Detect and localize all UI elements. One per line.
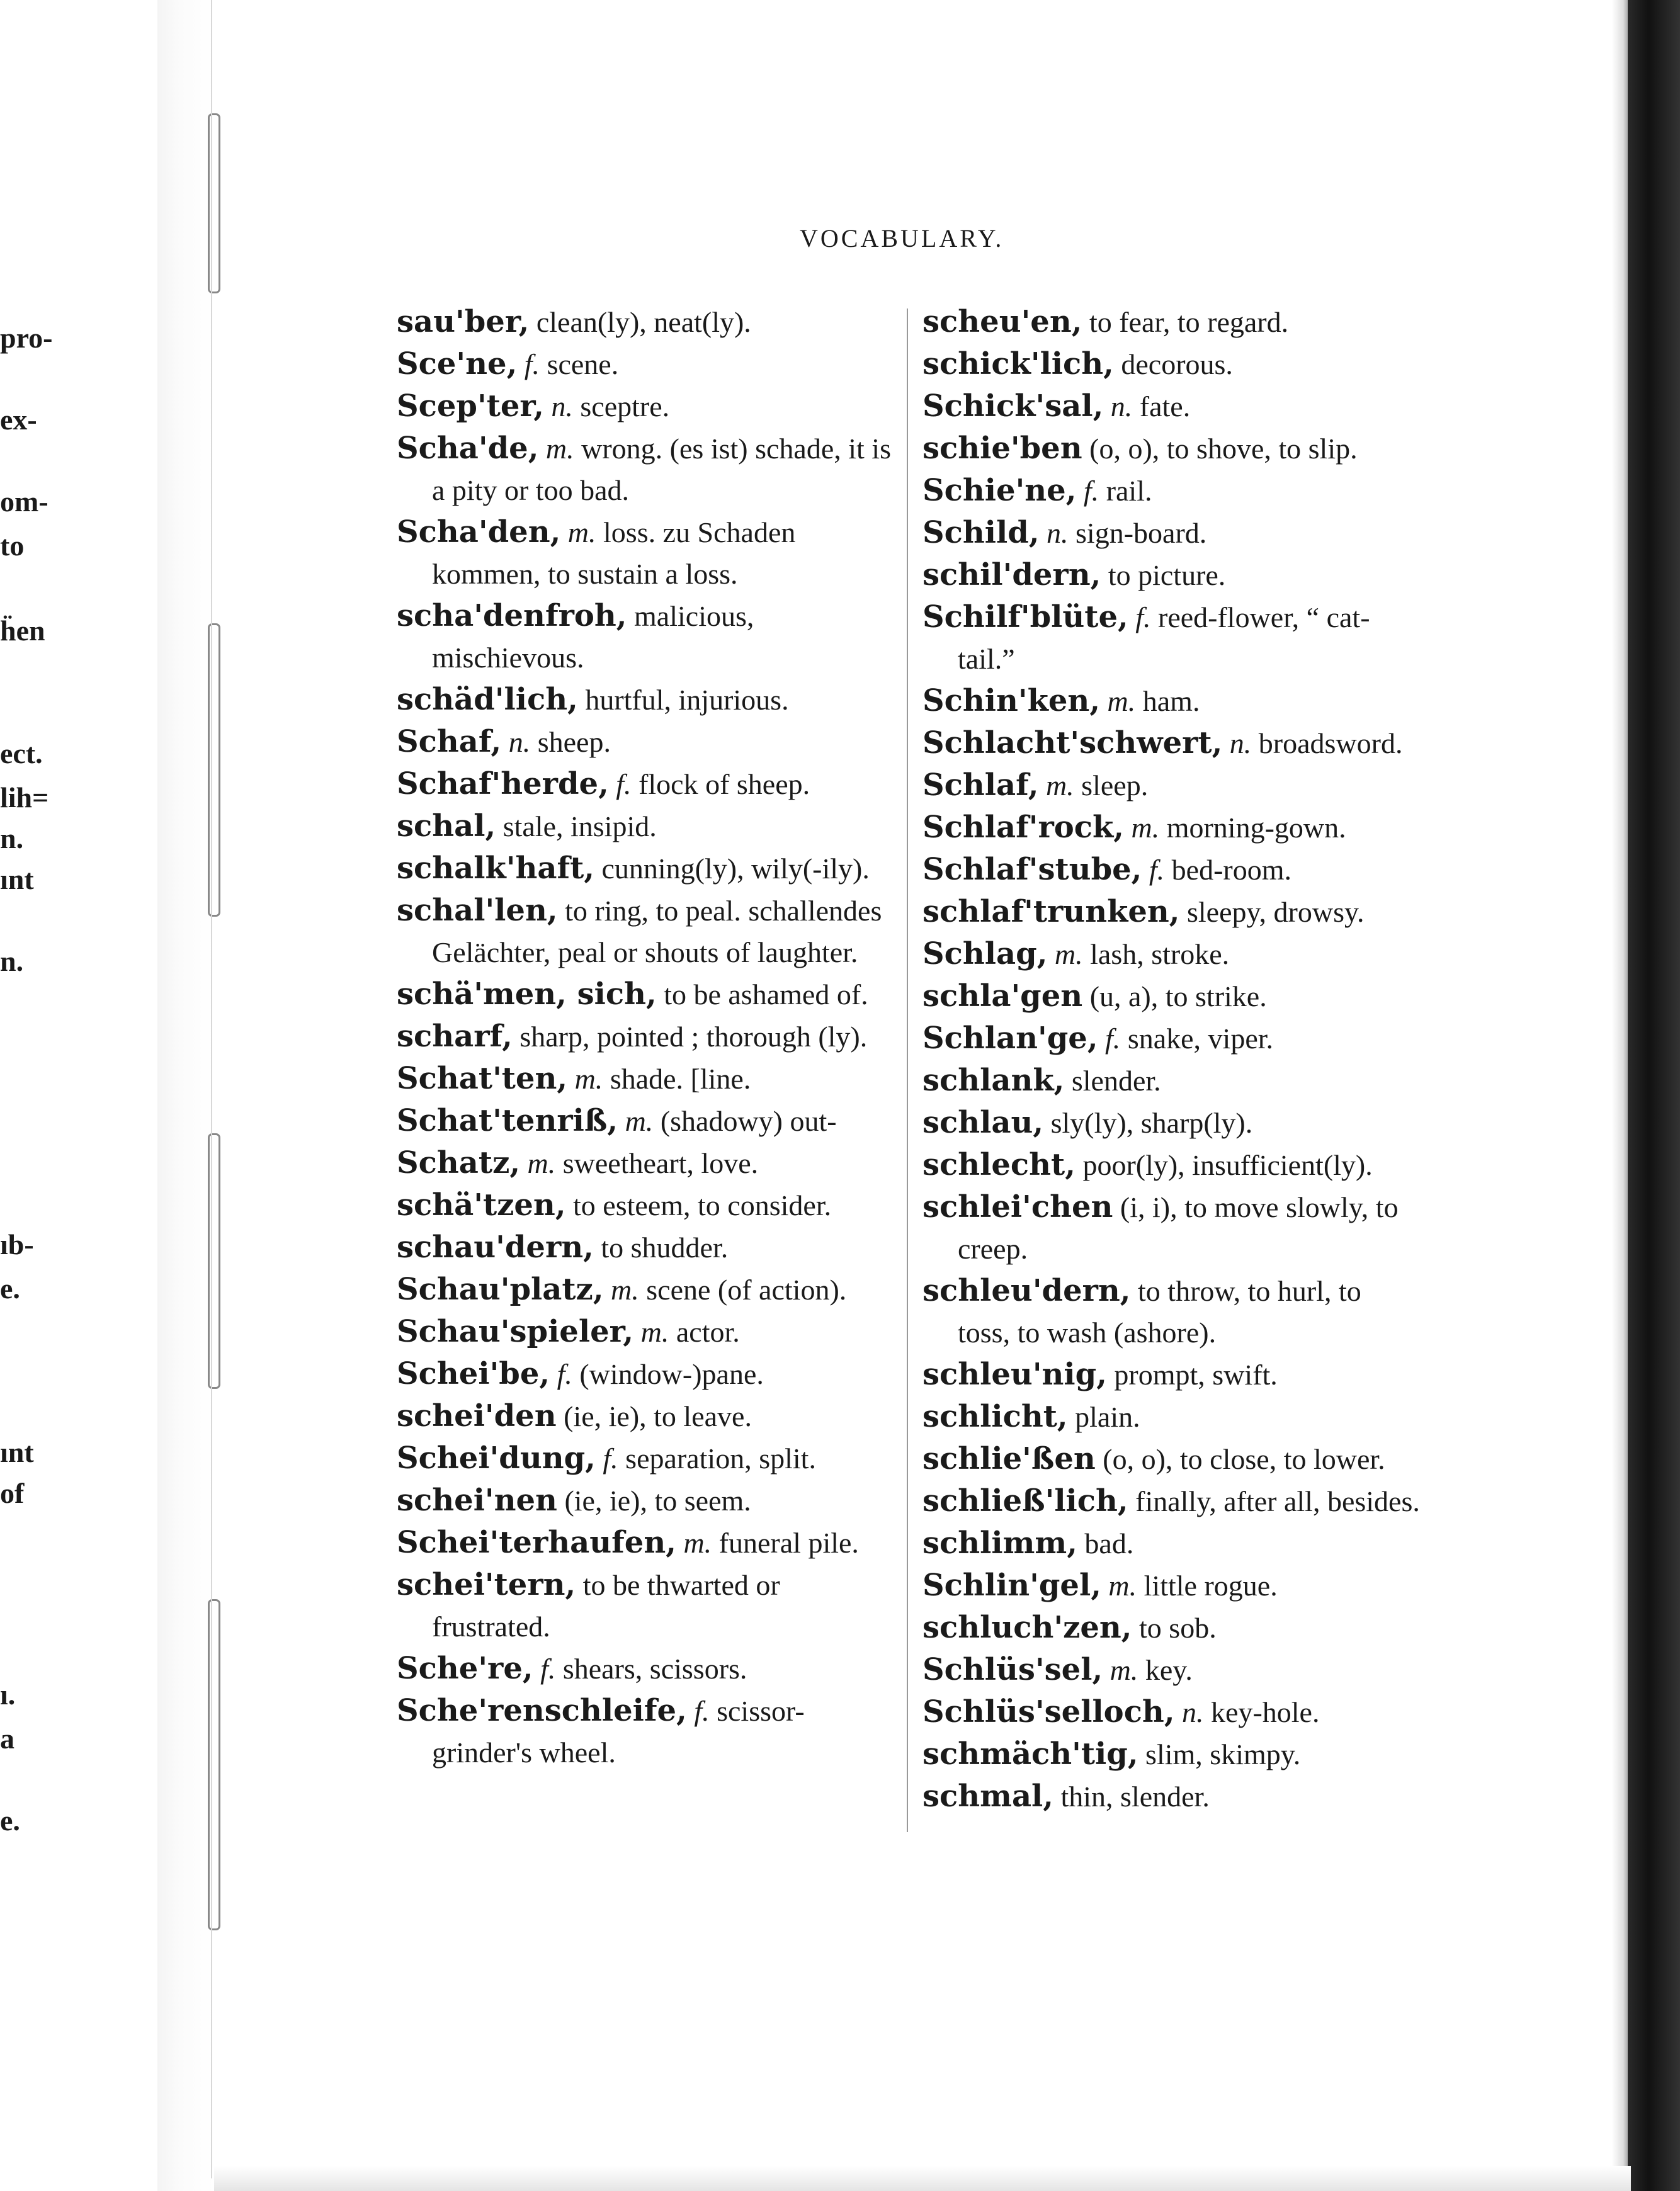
- headword: schä'men, sich,: [397, 977, 657, 1012]
- definition: flock of sheep.: [639, 768, 810, 800]
- vocabulary-entry: [922, 1522, 1420, 1565]
- vocabulary-entry: [397, 1437, 894, 1480]
- headword: Schick'sal,: [922, 388, 1104, 424]
- vocabulary-entry: [397, 1522, 894, 1564]
- facing-page-fragment: [0, 0, 76, 2191]
- definition: to esteem, to consider.: [573, 1189, 832, 1221]
- headword: schließ'lich,: [922, 1483, 1128, 1519]
- facing-page-text-fragment: lih=: [0, 781, 49, 813]
- vocabulary-entry: [922, 1565, 1420, 1607]
- facing-page-text-fragment: ex-: [0, 404, 37, 436]
- headword: Schlüs'selloch,: [922, 1694, 1175, 1730]
- gender-marker: m.: [1107, 685, 1136, 717]
- vocabulary-entry: [922, 301, 1420, 343]
- vocabulary-entry: [922, 1691, 1420, 1733]
- vocabulary-entry: [397, 973, 894, 1016]
- vocabulary-entry: [922, 1607, 1420, 1649]
- vocabulary-entry: [922, 470, 1420, 512]
- vocabulary-entry: [922, 975, 1420, 1017]
- definition: funeral pile.: [718, 1527, 859, 1559]
- vocabulary-entry: [922, 849, 1420, 891]
- headword: Schei'terhaufen,: [397, 1525, 676, 1560]
- gender-marker: n.: [551, 390, 573, 422]
- headword: Schlin'gel,: [922, 1568, 1101, 1603]
- definition: to throw, to hurl, to toss, to wash (ashore).: [958, 1275, 1361, 1349]
- vocabulary-entry: [922, 1775, 1420, 1818]
- headword: schla'gen: [922, 978, 1083, 1014]
- definition: slim, skimpy.: [1145, 1738, 1301, 1770]
- definition: clean(ly), neat(ly).: [536, 306, 751, 338]
- definition: ham.: [1142, 685, 1200, 717]
- vocabulary-entry: [397, 343, 894, 385]
- definition: loss. zu Schaden kommen, to sustain a loss.: [432, 516, 796, 590]
- headword: schlimm,: [922, 1526, 1077, 1561]
- headword: Schlaf,: [922, 767, 1039, 803]
- headword: Schild,: [922, 515, 1040, 550]
- gender-marker: f.: [694, 1695, 710, 1727]
- definition: key.: [1145, 1654, 1193, 1686]
- vocabulary-entry: [397, 721, 894, 763]
- vocabulary-entry: [397, 890, 894, 973]
- vocabulary-entry: [922, 1017, 1420, 1060]
- definition: scene (of action).: [646, 1274, 847, 1306]
- definition: fate.: [1139, 390, 1191, 422]
- definition: (window-)pane.: [579, 1358, 764, 1390]
- vocabulary-entry: [922, 385, 1420, 427]
- gender-marker: n.: [1182, 1696, 1204, 1728]
- gender-marker: m.: [527, 1147, 556, 1179]
- gender-marker: n.: [1047, 517, 1069, 549]
- gender-marker: f.: [603, 1442, 618, 1475]
- vocabulary-entry: [397, 805, 894, 847]
- headword: schlei'chen: [922, 1189, 1113, 1225]
- definition: cunning(ly), wily(-ily).: [601, 852, 870, 885]
- vocabulary-entry: [397, 1016, 894, 1058]
- headword: schlicht,: [922, 1399, 1068, 1434]
- definition: thin, slender.: [1060, 1781, 1210, 1813]
- vocabulary-entry: [922, 512, 1420, 554]
- definition: lash, stroke.: [1090, 938, 1230, 970]
- definition: scene.: [547, 348, 619, 380]
- definition: (o, o), to shove, to slip.: [1089, 433, 1358, 465]
- headword: schlecht,: [922, 1147, 1076, 1182]
- headword: schmäch'tig,: [922, 1736, 1138, 1772]
- definition: reed-flower, “ cat-tail.”: [958, 601, 1370, 675]
- definition: slender.: [1071, 1065, 1161, 1097]
- headword: scheu'en,: [922, 304, 1082, 339]
- vocabulary-entry: [397, 1480, 894, 1522]
- headword: Sche're,: [397, 1651, 533, 1686]
- vocabulary-entry: [922, 933, 1420, 975]
- definition: stale, insipid.: [502, 810, 657, 842]
- definition: morning-gown.: [1166, 812, 1346, 844]
- headword: schei'tern,: [397, 1567, 576, 1602]
- definition: malicious, mischievous.: [432, 600, 754, 674]
- gender-marker: m.: [1108, 1570, 1137, 1602]
- gender-marker: f.: [557, 1358, 572, 1390]
- headword: schlie'ßen: [922, 1441, 1096, 1476]
- definition: sly(ly), sharp(ly).: [1050, 1107, 1253, 1139]
- gender-marker: f.: [616, 768, 632, 800]
- headword: Schat'ten,: [397, 1061, 568, 1096]
- definition: sceptre.: [580, 390, 670, 422]
- definition: bed-room.: [1171, 854, 1291, 886]
- definition: sheep.: [537, 726, 611, 758]
- facing-page-text-fragment: ı.: [0, 1679, 16, 1711]
- vocabulary-entry: [397, 1690, 894, 1774]
- definition: hurtful, injurious.: [585, 684, 789, 716]
- definition: shade. [line.: [610, 1063, 751, 1095]
- definition: prompt, swift.: [1114, 1359, 1278, 1391]
- headword: Schlan'ge,: [922, 1021, 1098, 1056]
- gender-marker: f.: [524, 348, 540, 380]
- gender-marker: m.: [567, 516, 596, 548]
- definition: to ring, to peal. schallendes Gelächter, peal or shouts of laughter.: [432, 895, 882, 968]
- definition: to fear, to regard.: [1089, 306, 1289, 338]
- headword: Schin'ken,: [922, 683, 1101, 718]
- gender-marker: n.: [1229, 727, 1252, 759]
- headword: Schei'be,: [397, 1356, 550, 1391]
- headword: Schat'tenriß,: [397, 1103, 618, 1138]
- definition: sleep.: [1081, 769, 1149, 801]
- definition: sharp, pointed ; thorough (ly).: [519, 1021, 868, 1053]
- headword: Schatz,: [397, 1145, 521, 1180]
- facing-page-text-fragment: to: [0, 529, 25, 562]
- column-divider: [907, 309, 908, 1832]
- vocabulary-entry: [922, 680, 1420, 722]
- vocabulary-entry: [922, 1060, 1420, 1102]
- page-edge: [1628, 0, 1680, 2191]
- definition: to be thwarted or frustrated.: [432, 1569, 780, 1643]
- headword: Scha'de,: [397, 431, 539, 466]
- vocabulary-entry: [922, 596, 1420, 680]
- headword: schei'nen: [397, 1483, 557, 1518]
- definition: actor.: [676, 1316, 740, 1348]
- headword: schil'dern,: [922, 557, 1101, 592]
- vocabulary-entry: [397, 1564, 894, 1648]
- page-header: VOCABULARY.: [800, 224, 1004, 252]
- definition: poor(ly), insufficient(ly).: [1082, 1149, 1373, 1181]
- gender-marker: m.: [611, 1274, 639, 1306]
- headword: Schei'dung,: [397, 1441, 596, 1476]
- definition: wrong. (es ist) schade, it is a pity or too bad.: [432, 433, 891, 506]
- headword: schal'len,: [397, 893, 558, 928]
- headword: Schlüs'sel,: [922, 1652, 1103, 1687]
- headword: schleu'nig,: [922, 1357, 1107, 1392]
- vocabulary-entry: [922, 1186, 1420, 1270]
- headword: schluch'zen,: [922, 1610, 1132, 1645]
- headword: Schlacht'schwert,: [922, 725, 1223, 761]
- definition: bad.: [1084, 1527, 1134, 1560]
- definition: to be ashamed of.: [664, 978, 868, 1011]
- vocabulary-entry: [397, 385, 894, 427]
- definition: (u, a), to strike.: [1089, 980, 1267, 1012]
- vocabulary-entry: [397, 1058, 894, 1100]
- vocabulary-entry: [397, 1184, 894, 1226]
- facing-page-text-fragment: ect.: [0, 737, 43, 769]
- definition: broadsword.: [1258, 727, 1403, 759]
- gender-marker: f.: [1135, 601, 1151, 633]
- headword: Scep'ter,: [397, 388, 544, 424]
- vocabulary-entry: [397, 1311, 894, 1353]
- vocabulary-entry: [397, 679, 894, 721]
- gender-marker: m.: [1054, 938, 1083, 970]
- vocabulary-entry: [397, 1395, 894, 1437]
- vocabulary-entry: [397, 301, 894, 343]
- vocabulary-entry: [922, 1144, 1420, 1186]
- vocabulary-entry: [397, 847, 894, 890]
- vocabulary-entry: [397, 763, 894, 805]
- vocabulary-entry: [922, 722, 1420, 764]
- definition: shears, scissors.: [562, 1653, 747, 1685]
- vocabulary-entry: [922, 1102, 1420, 1144]
- headword: schau'dern,: [397, 1230, 594, 1265]
- gender-marker: m.: [1045, 769, 1074, 801]
- left-column: [397, 301, 894, 1774]
- headword: sau'ber,: [397, 304, 530, 339]
- gender-marker: m.: [640, 1316, 669, 1348]
- definition: plain.: [1075, 1401, 1140, 1433]
- vocabulary-entry: [922, 764, 1420, 807]
- headword: schal,: [397, 808, 496, 844]
- headword: Scha'den,: [397, 514, 561, 550]
- vocabulary-entry: [397, 1100, 894, 1142]
- vocabulary-entry: [397, 1226, 894, 1269]
- gutter-shadow: [157, 0, 214, 2191]
- facing-page-text-fragment: e.: [0, 1804, 20, 1837]
- gender-marker: n.: [1110, 390, 1133, 422]
- headword: scha'denfroh,: [397, 598, 627, 633]
- headword: schä'tzen,: [397, 1187, 566, 1223]
- definition: rail.: [1106, 475, 1152, 507]
- definition: sign-board.: [1076, 517, 1207, 549]
- facing-page-text-fragment: e.: [0, 1272, 20, 1305]
- vocabulary-entry: [922, 1733, 1420, 1775]
- vocabulary-entry: [922, 554, 1420, 596]
- facing-page-text-fragment: pro-: [0, 322, 53, 354]
- definition: little rogue.: [1144, 1570, 1278, 1602]
- gender-marker: f.: [1083, 475, 1099, 507]
- vocabulary-entry: [397, 1142, 894, 1184]
- gender-marker: m.: [683, 1527, 712, 1559]
- vocabulary-entry: [922, 1396, 1420, 1438]
- headword: schleu'dern,: [922, 1273, 1131, 1308]
- vocabulary-entry: [922, 807, 1420, 849]
- headword: schlank,: [922, 1063, 1065, 1098]
- definition: to shudder.: [601, 1231, 729, 1264]
- definition: (ie, ie), to leave.: [564, 1400, 752, 1432]
- vocabulary-entry: [922, 427, 1420, 470]
- definition: decorous.: [1121, 348, 1233, 380]
- headword: schäd'lich,: [397, 682, 578, 717]
- headword: schmal,: [922, 1779, 1053, 1814]
- headword: schick'lich,: [922, 346, 1114, 382]
- vocabulary-entry: [397, 1269, 894, 1311]
- definition: separation, split.: [625, 1442, 816, 1475]
- definition: (shadowy) out-: [660, 1105, 837, 1137]
- definition: (i, i), to move slowly, to creep.: [958, 1191, 1399, 1265]
- facing-page-text-fragment: ınt: [0, 863, 34, 895]
- vocabulary-entry: [397, 1648, 894, 1690]
- headword: Schlaf'stube,: [922, 852, 1142, 887]
- vocabulary-entry: [922, 1270, 1420, 1354]
- headword: schei'den: [397, 1398, 557, 1434]
- facing-page-text-fragment: n.: [0, 945, 24, 977]
- gender-marker: n.: [508, 726, 531, 758]
- vocabulary-entry: [922, 1354, 1420, 1396]
- gender-marker: m.: [545, 433, 574, 465]
- page-bottom-edge: [214, 2166, 1631, 2191]
- headword: schie'ben: [922, 431, 1082, 466]
- definition: key-hole.: [1211, 1696, 1320, 1728]
- definition: finally, after all, besides.: [1135, 1485, 1420, 1517]
- right-column: [922, 301, 1420, 1818]
- headword: schalk'haft,: [397, 851, 594, 886]
- gender-marker: m.: [574, 1063, 603, 1095]
- gender-marker: m.: [1131, 812, 1160, 844]
- headword: Schlag,: [922, 936, 1048, 971]
- vocabulary-entry: [922, 343, 1420, 385]
- headword: scharf,: [397, 1019, 513, 1054]
- headword: schlau,: [922, 1105, 1044, 1140]
- headword: Schau'platz,: [397, 1272, 604, 1307]
- facing-page-text-fragment: n.: [0, 822, 24, 854]
- definition: (o, o), to close, to lower.: [1103, 1443, 1385, 1475]
- headword: Sce'ne,: [397, 346, 518, 382]
- gender-marker: m.: [625, 1105, 654, 1137]
- vocabulary-entry: [397, 595, 894, 679]
- vocabulary-entry: [922, 1649, 1420, 1691]
- definition: sleepy, drowsy.: [1187, 896, 1365, 928]
- definition: (ie, ie), to seem.: [564, 1485, 751, 1517]
- vocabulary-entry: [397, 427, 894, 511]
- facing-page-text-fragment: ınt: [0, 1436, 34, 1468]
- facing-page-text-fragment: of: [0, 1477, 25, 1509]
- definition: snake, viper.: [1127, 1022, 1274, 1055]
- definition: sweetheart, love.: [562, 1147, 759, 1179]
- headword: Schaf'herde,: [397, 766, 609, 801]
- definition: to picture.: [1108, 559, 1226, 591]
- vocabulary-entry: [922, 1438, 1420, 1480]
- gender-marker: f.: [1149, 854, 1165, 886]
- gender-marker: m.: [1110, 1654, 1138, 1686]
- vocabulary-entry: [397, 511, 894, 595]
- headword: schlaf'trunken,: [922, 894, 1180, 929]
- headword: Sche'renschleife,: [397, 1693, 687, 1728]
- facing-page-text-fragment: ıb-: [0, 1228, 34, 1260]
- vocabulary-entry: [922, 1480, 1420, 1522]
- gender-marker: f.: [1105, 1022, 1121, 1055]
- gender-marker: f.: [540, 1653, 556, 1685]
- definition: scissor-grinder's wheel.: [432, 1695, 805, 1769]
- facing-page-text-fragment: a: [0, 1723, 14, 1755]
- facing-page-text-fragment: ḧen: [0, 614, 45, 647]
- vocabulary-entry: [922, 891, 1420, 933]
- headword: Schaf,: [397, 724, 502, 759]
- headword: Schau'spieler,: [397, 1314, 634, 1349]
- definition: to sob.: [1139, 1612, 1217, 1644]
- headword: Schie'ne,: [922, 473, 1077, 508]
- headword: Schlaf'rock,: [922, 810, 1124, 845]
- facing-page-text-fragment: om-: [0, 485, 48, 518]
- headword: Schilf'blüte,: [922, 599, 1128, 635]
- vocabulary-entry: [397, 1353, 894, 1395]
